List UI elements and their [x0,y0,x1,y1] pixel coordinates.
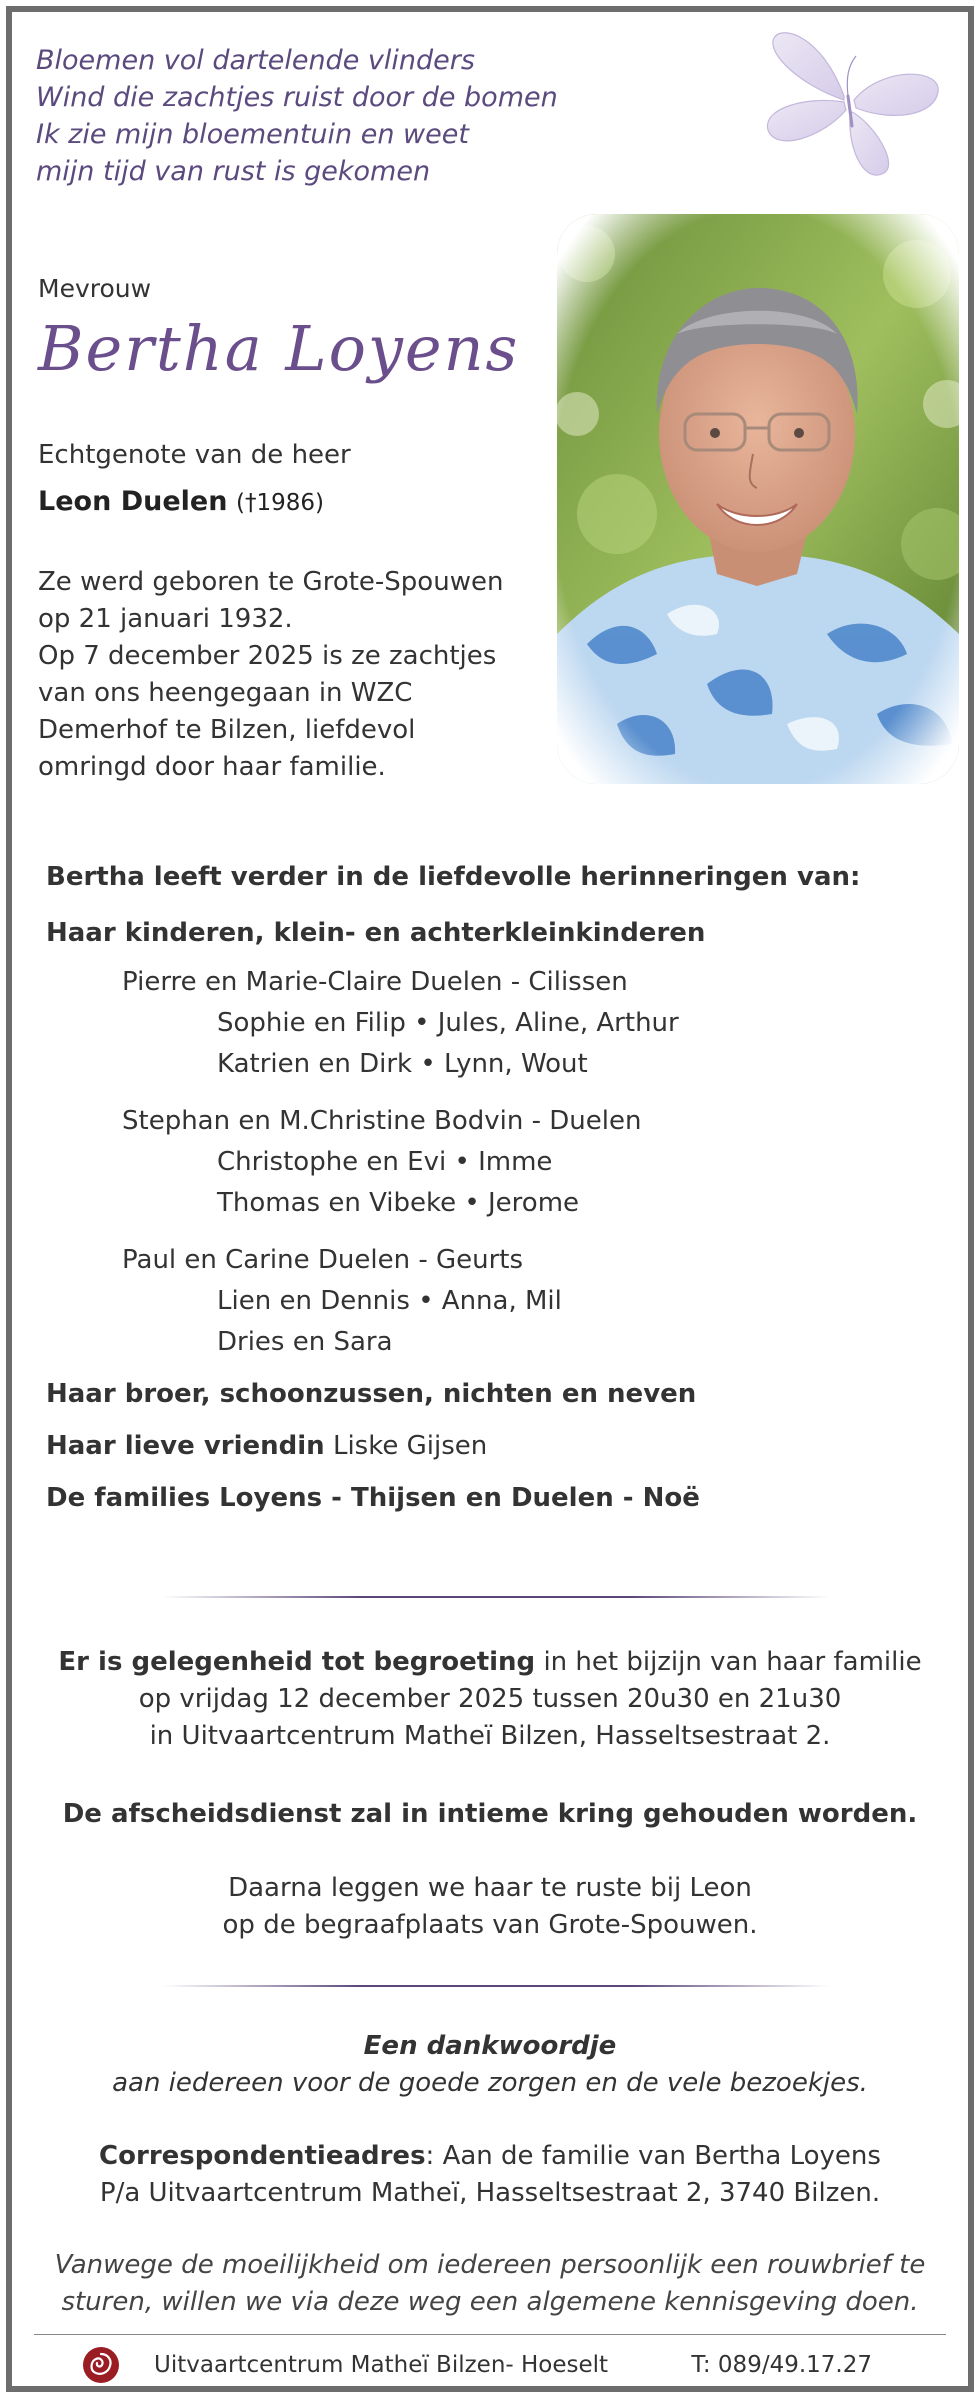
general-notice [12,2247,968,2321]
family-parents: Stephan en M.Christine Bodvin - Duelen [122,1106,642,1136]
service-text: De afscheidsdienst zal in intieme kring gehouden worden. [62,1799,918,1829]
butterfly-icon [752,26,952,186]
family-child: Lien en Dennis • Anna, Mil [217,1286,562,1316]
divider [162,1596,830,1598]
visitation-line-3: in Uitvaartcentrum Matheï Bilzen, Hasseltsestraat 2. [149,1721,831,1751]
divider [162,1985,830,1987]
burial-line: op de begraafplaats van Grote-Spouwen. [222,1910,758,1940]
title-prefix: Mevrouw [38,274,152,303]
correspondence [12,2138,968,2212]
service-notice [12,1796,968,1833]
biography [38,564,503,786]
thanks-text: aan iedereen voor de goede zorgen en de vele bezoekjes. [112,2068,868,2098]
correspondence-line-1 [12,2138,968,2175]
poem-line: Ik zie mijn bloementuin en weet [36,119,469,150]
poem-line: mijn tijd van rust is gekomen [36,156,431,187]
bio-line: van ons heengegaan in WZC [38,678,413,708]
friend-name: Liske Gijsen [332,1431,488,1461]
spouse-death-year: (†1986) [236,490,324,516]
poem [36,42,558,190]
family-group [122,1101,938,1224]
portrait-photo [557,214,959,784]
visitation-rest: in het bijzijn van haar familie [543,1647,922,1677]
bio-line: Demerhof te Bilzen, liefdevol [38,715,416,745]
families-line [46,1483,938,1513]
deceased-name: Bertha Loyens [38,312,520,385]
poem-line: Wind die zachtjes ruist door de bomen [36,82,558,113]
footer-divider [34,2334,946,2335]
spouse [38,486,324,517]
bio-line: Op 7 december 2025 is ze zachtjes [38,641,497,671]
notice-line: sturen, willen we via deze weg een algemene kennisgeving doen. [61,2287,919,2317]
family-child: Katrien en Dirk • Lynn, Wout [217,1049,588,1079]
visitation-bold: Er is gelegenheid tot begroeting [58,1647,536,1677]
children-heading: Haar kinderen, klein- en achterkleinkinderen [46,918,706,948]
obituary-card [6,6,974,2392]
thanks-title: Een dankwoordje [363,2031,617,2061]
footer-phone: T: 089/49.17.27 [691,2352,872,2378]
families-text: De families Loyens - Thijsen en Duelen - Noë [46,1483,700,1513]
thanks [12,2028,968,2102]
rose-logo-icon [82,2346,120,2384]
family-child: Sophie en Filip • Jules, Aline, Arthur [217,1008,679,1038]
friend-line [46,1431,938,1461]
footer-company: Uitvaartcentrum Matheï Bilzen- Hoeselt [154,2352,609,2378]
notice-line: Vanwege de moeilijkheid om iedereen persoonlijk een rouwbrief te [54,2250,926,2280]
siblings-text: Haar broer, schoonzussen, nichten en neven [46,1379,697,1409]
survivors-section [46,862,938,1535]
footer [82,2346,912,2386]
visitation-line-2: op vrijdag 12 december 2025 tussen 20u30 en 21u30 [138,1684,842,1714]
correspondence-label: Correspondentieadres [99,2141,426,2171]
family-child: Thomas en Vibeke • Jerome [217,1188,580,1218]
bio-line: omringd door haar familie. [38,752,386,782]
spouse-label: Echtgenote van de heer [38,440,351,470]
bio-line: Ze werd geboren te Grote-Spouwen [38,567,504,597]
family-group [122,962,938,1085]
burial [12,1870,968,1944]
friend-label: Haar lieve vriendin [46,1431,325,1461]
survivors-intro: Bertha leeft verder in de liefdevolle herinneringen van: [46,862,861,892]
family-child: Christophe en Evi • Imme [217,1147,553,1177]
bio-line: op 21 januari 1932. [38,604,293,634]
burial-line: Daarna leggen we haar te ruste bij Leon [228,1873,752,1903]
correspondence-address: : Aan de familie van Bertha Loyens [425,2141,881,2171]
siblings-line [46,1379,938,1409]
poem-line: Bloemen vol dartelende vlinders [36,45,475,76]
family-child: Dries en Sara [217,1327,393,1357]
family-group [122,1240,938,1363]
correspondence-line-2: P/a Uitvaartcentrum Matheï, Hasseltsestraat 2, 3740 Bilzen. [99,2178,881,2208]
family-parents: Paul en Carine Duelen - Geurts [122,1245,524,1275]
visitation-line-1 [12,1644,968,1681]
spouse-name: Leon Duelen [38,486,228,517]
visitation [12,1644,968,1755]
family-parents: Pierre en Marie-Claire Duelen - Cilissen [122,967,628,997]
